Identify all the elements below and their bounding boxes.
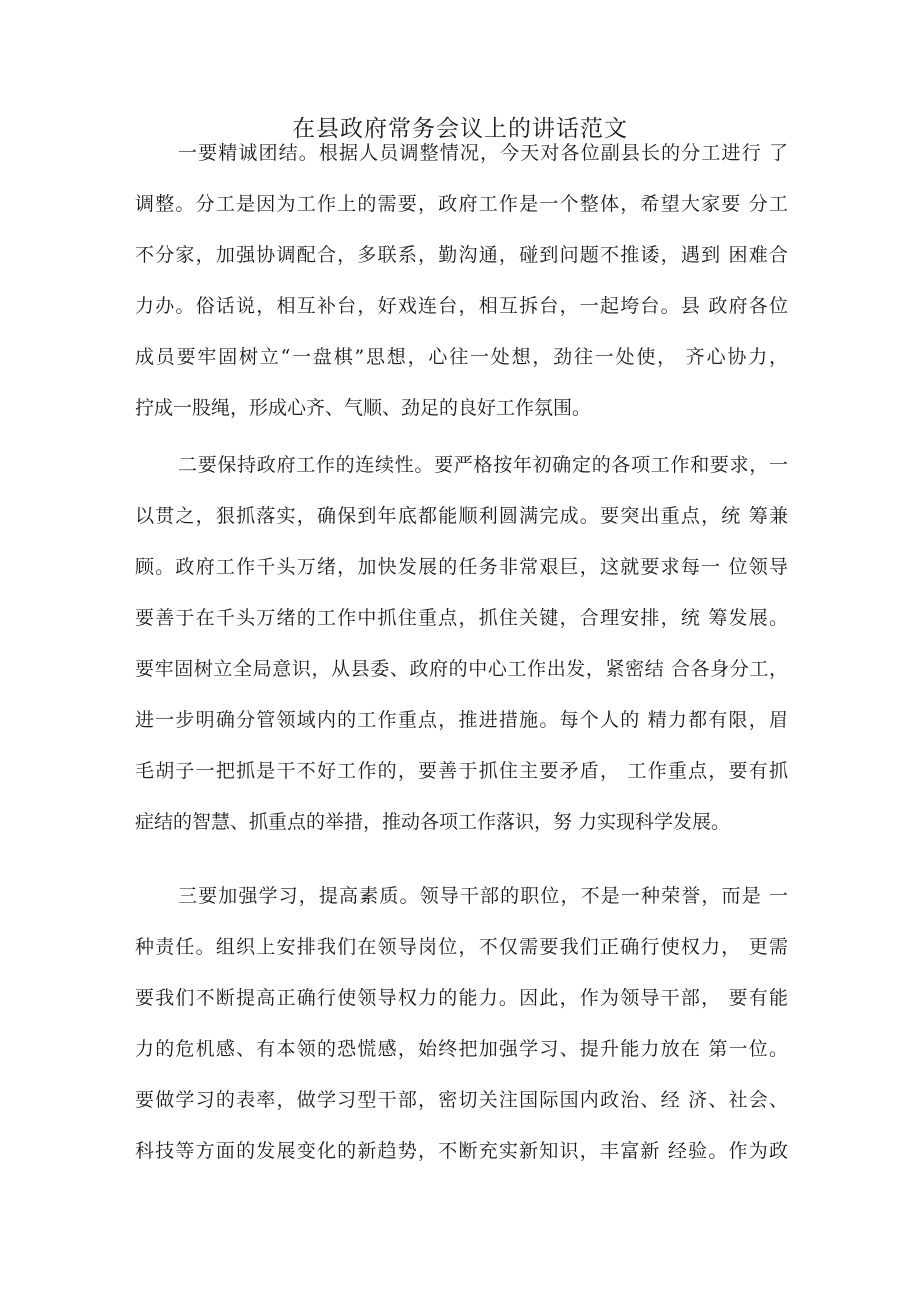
paragraph-1-line-6: 拧成一股绳，形成心齐、气顺、劲足的良好工作氛围。 bbox=[135, 397, 592, 419]
paragraph-3-line-5: 要做学习的表率，做学习型干部，密切关注国际国内政治、经 济、社会、 bbox=[135, 1089, 788, 1111]
paragraph-2-line-5: 要牢固树立全局意识，从县委、政府的中心工作出发，紧密结 合各身分工， bbox=[135, 658, 788, 680]
paragraph-1-line-5: 成员要牢固树立“一盘棋”思想，心往一处想，劲往一处使， 齐心协力， bbox=[135, 346, 788, 368]
paragraph-3-line-3: 要我们不断提高正确行使领导权力的能力。因此，作为领导干部， 要有能 bbox=[135, 987, 788, 1009]
paragraph-2-line-3: 顾。政府工作千头万绪，加快发展的任务非常艰巨，这就要求每一 位领导 bbox=[135, 556, 788, 578]
paragraph-2-line-4: 要善于在千头万绪的工作中抓住重点，抓住关键，合理安排，统 筹发展。 bbox=[135, 607, 788, 629]
paragraph-3-line-2: 种责任。组织上安排我们在领导岗位，不仅需要我们正确行使权力， 更需 bbox=[135, 936, 788, 958]
paragraph-2-line-6: 进一步明确分管领域内的工作重点，推进措施。每个人的 精力都有限，眉 bbox=[135, 709, 788, 731]
paragraph-1-line-3: 不分家，加强协调配合，多联系，勤沟通，碰到问题不推诿，遇到 困难合 bbox=[135, 244, 788, 266]
document-title: 在县政府常务会议上的讲话范文 bbox=[292, 116, 628, 142]
paragraph-3-line-1: 三要加强学习，提高素质。领导干部的职位，不是一种荣誉，而是 一 bbox=[178, 885, 788, 907]
paragraph-1-line-2: 调整。分工是因为工作上的需要，政府工作是一个整体，希望大家要 分工 bbox=[135, 193, 788, 215]
paragraph-2-line-7: 毛胡子一把抓是干不好工作的，要善于抓住主要矛盾， 工作重点，要有抓 bbox=[135, 760, 788, 782]
paragraph-2-line-8: 症结的智慧、抓重点的举措，推动各项工作落识，努 力实现科学发展。 bbox=[135, 811, 731, 833]
paragraph-2-line-1: 二要保持政府工作的连续性。要严格按年初确定的各项工作和要求，一 bbox=[178, 454, 788, 476]
paragraph-1-line-4: 力办。俗话说，相互补台，好戏连台，相互拆台，一起垮台。县 政府各位 bbox=[135, 295, 788, 317]
paragraph-3-line-6: 科技等方面的发展变化的新趋势，不断充实新知识，丰富新 经验。作为政 bbox=[135, 1140, 788, 1162]
paragraph-2-line-2: 以贯之，狠抓落实，确保到年底都能顺利圆满完成。要突出重点，统 筹兼 bbox=[135, 505, 788, 527]
paragraph-3-line-4: 力的危机感、有本领的恐慌感，始终把加强学习、提升能力放在 第一位。 bbox=[135, 1038, 788, 1060]
paragraph-1-line-1: 一要精诚团结。根据人员调整情况，今天对各位副县长的分工进行 了 bbox=[178, 142, 788, 164]
